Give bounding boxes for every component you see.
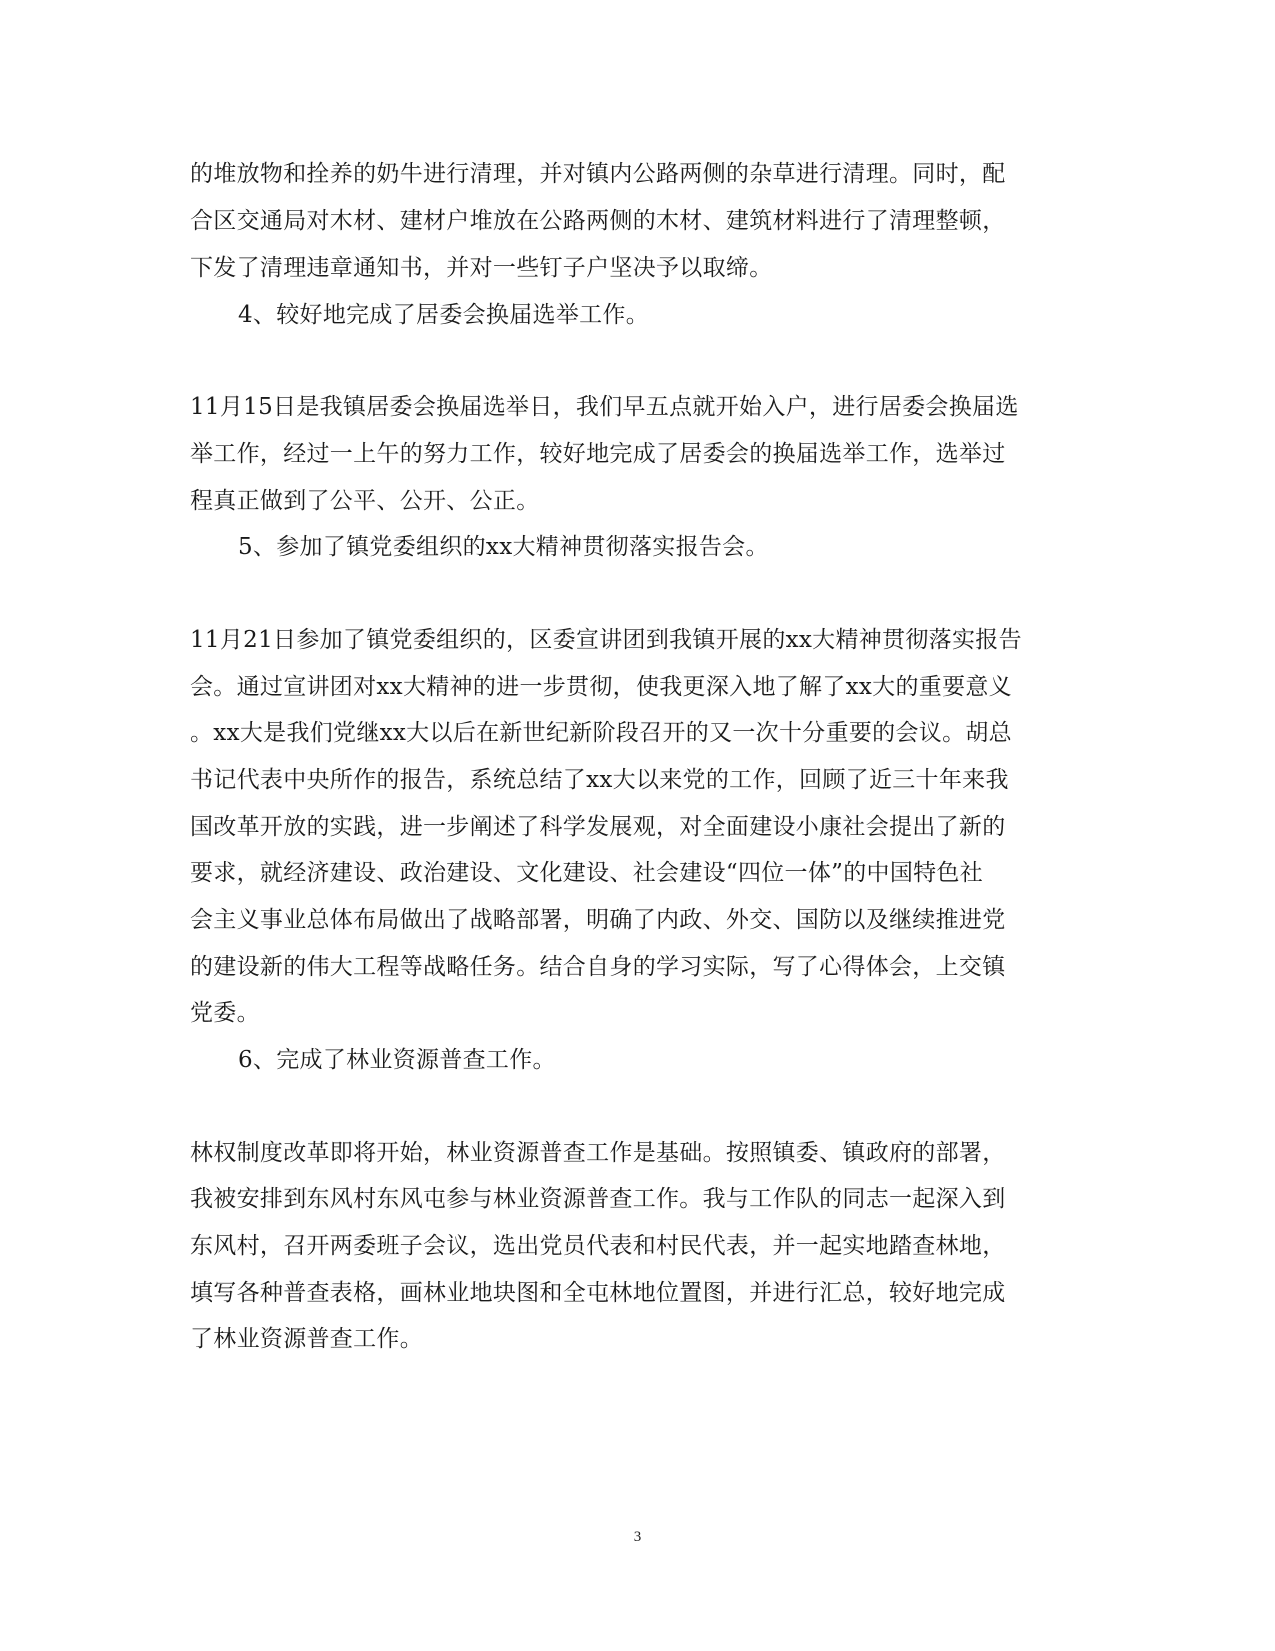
- page-number: 3: [633, 1529, 642, 1545]
- text-line: 我被安排到东风村东风屯参与林业资源普查工作。我与工作队的同志一起深入到: [190, 1186, 1006, 1212]
- text-line: 的建设新的伟大工程等战略任务。结合自身的学习实际，写了心得体会，上交镇: [190, 954, 1006, 980]
- text-line: 会。通过宣讲团对xx大精神的进一步贯彻，使我更深入地了解了xx大的重要意义: [190, 674, 1012, 700]
- text-line: 要求，就经济建设、政治建设、文化建设、社会建设“四位一体”的中国特色社: [190, 860, 984, 886]
- text-line: 国改革开放的实践，进一步阐述了科学发展观，对全面建设小康社会提出了新的: [190, 814, 1006, 840]
- text-line: 林权制度改革即将开始，林业资源普查工作是基础。按照镇委、镇政府的部署，: [190, 1140, 1006, 1166]
- text-line: 。xx大是我们党继xx大以后在新世纪新阶段召开的又一次十分重要的会议。胡总: [190, 720, 1012, 746]
- text-line: 填写各种普查表格，画林业地块图和全屯林地位置图，并进行汇总，较好地完成: [190, 1280, 1006, 1306]
- text-line: 11月21日参加了镇党委组织的，区委宣讲团到我镇开展的xx大精神贯彻落实报告: [190, 627, 1022, 653]
- text-line: 书记代表中央所作的报告，系统总结了xx大以来党的工作，回顾了近三十年来我: [190, 767, 1009, 793]
- text-line: 合区交通局对木材、建材户堆放在公路两侧的木材、建筑材料进行了清理整顿，: [190, 208, 1006, 234]
- text-line: 党委。: [190, 1000, 260, 1026]
- section-heading: 6、完成了林业资源普查工作。: [238, 1047, 556, 1073]
- section-heading: 4、较好地完成了居委会换届选举工作。: [238, 302, 650, 328]
- section-heading: 5、参加了镇党委组织的xx大精神贯彻落实报告会。: [238, 534, 769, 560]
- text-line: 东风村，召开两委班子会议，选出党员代表和村民代表，并一起实地踏查林地，: [190, 1233, 1006, 1259]
- text-line: 11月15日是我镇居委会换届选举日，我们早五点就开始入户，进行居委会换届选: [190, 394, 1019, 420]
- text-line: 下发了清理违章通知书，并对一些钉子户坚决予以取缔。: [190, 255, 773, 281]
- text-line: 了林业资源普查工作。: [190, 1326, 423, 1352]
- text-line: 程真正做到了公平、公开、公正。: [190, 488, 540, 514]
- text-line: 会主义事业总体布局做出了战略部署，明确了内政、外交、国防以及继续推进党: [190, 907, 1006, 933]
- text-line: 举工作，经过一上午的努力工作，较好地完成了居委会的换届选举工作，选举过: [190, 441, 1006, 467]
- text-line: 的堆放物和拴养的奶牛进行清理，并对镇内公路两侧的杂草进行清理。同时，配: [190, 161, 1006, 187]
